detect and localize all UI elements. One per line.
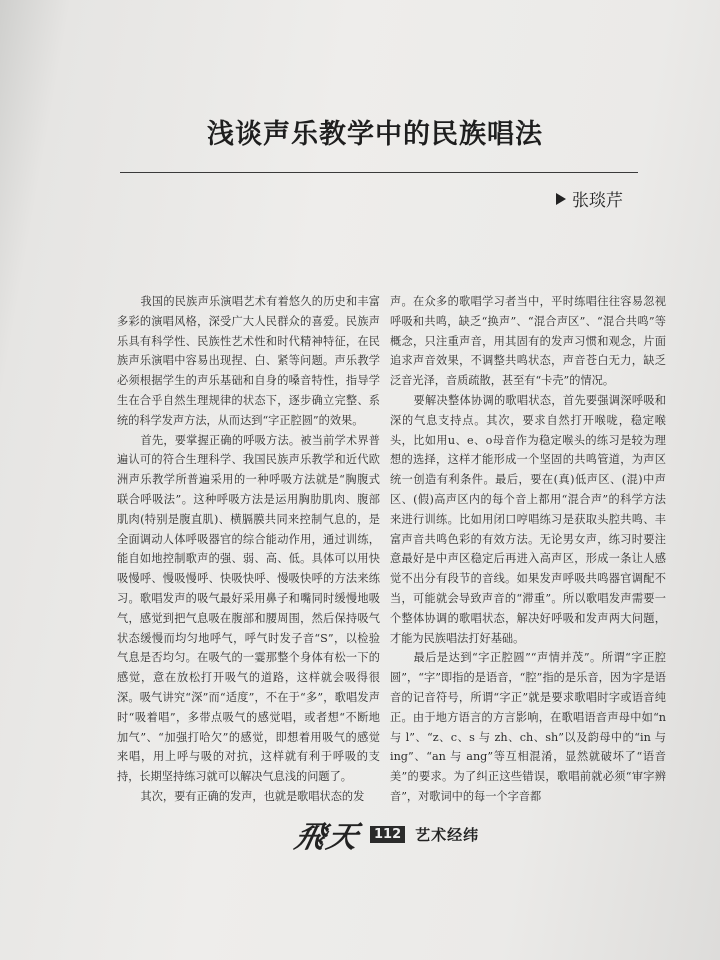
left-text-column (117, 292, 380, 807)
article-title: 浅谈声乐教学中的民族唱法 (207, 119, 543, 150)
page-footer (291, 812, 480, 856)
paragraph: 我国的民族声乐演唱艺术有着悠久的历史和丰富多彩的演唱风格，深受广大人民群众的喜爱。民族声乐具有科学性、民族性艺术性和时代精神特征，在民族声乐演唱中容易出现捏、白、紧等问题。声乐教学必须根据学生的声乐基础和自身的嗓音特性，指导学生在合乎自然生理规律的状态下，逐步确立完整、系统的科学发声方法，从而达到“字正腔圆”的效果。 (117, 295, 380, 427)
title-divider (120, 172, 638, 173)
paragraph: 其次，要有正确的发声，也就是歌唱状态的发 (140, 789, 365, 803)
paragraph: 要解决整体协调的歌唱状态，首先要强调深呼吸和深的气息支持点。其次，要求自然打开喉咙，稳定喉头，比如用u、e、o母音作为稳定喉头的练习是较为理想的选择，这样才能形成一个坚固的共鸣管道，为声区统一创造有利条件。最后，要在(真)低声区、(混)中声区、(假)高声区内的每个音上都用“混合声”的科学方法来进行训练。比如用闭口哼唱练习是获取头腔共鸣、丰富声音共鸣色彩的有效方法。无论男女声，练习时要注意最好是中声区稳定后再进入高声区，形成一条让人感觉不出分有段节的音线。如果发声呼吸共鸣器官调配不当，可能就会导致声音的“滞重”。所以歌唱发声需要一个整体协调的歌唱状态，解决好呼吸和发声两大问题，才能为民族唱法打好基础。 (390, 393, 666, 645)
page-number: 112 (370, 826, 405, 843)
author-line (556, 186, 623, 211)
author-name: 张琰芹 (572, 191, 623, 211)
paragraph: 最后是达到“字正腔圆”“声情并茂”。所谓“字正腔圆”，“字”即指的是语音，“腔”指的是乐音，因为字是语音的记音符号，所谓“字正”就是要求歌唱时字或语音纯正。由于地方语言的方言影响，在歌唱语音声母中如“n 与 l”、“z、c、s 与 zh、ch、sh”以及韵母中的“in 与 ing”、“an 与 ang”等互相混淆，显然就破坏了“语音美”的要求。为了纠正这些错误，歌唱前就必须“审字辨音”，对歌词中的每一个字音都 (390, 651, 666, 803)
paragraph: 声。在众多的歌唱学习者当中，平时练唱往往容易忽视呼吸和共鸣，缺乏“换声”、“混合声区”、“混合共鸣”等概念，只注重声音，用其固有的发声习惯和观念，片面追求声音效果，不调整共鸣状态，声音苍白无力，缺乏泛音光泽，音质疏散，甚至有“卡壳”的情况。 (390, 295, 666, 388)
column-name: 艺术经纬 (415, 825, 480, 844)
triangle-icon (556, 193, 566, 205)
right-text-column (390, 292, 666, 807)
journal-logo: 飛天 (291, 820, 363, 855)
paragraph: 首先，要掌握正确的呼吸方法。被当前学术界普遍认可的符合生理科学、我国民族声乐教学和近代欧洲声乐教学所普遍采用的一种呼吸方法就是“胸腹式联合呼吸法”。这种呼吸方法是运用胸肋肌肉、腹部肌肉(特别是腹直肌)、横膈膜共同来控制气息的，是全面调动人体呼吸器官的综合能动作用，通过训练，能自如地控制歌声的强、弱、高、低。具体可以用快吸慢呼、慢吸慢呼、快吸快呼、慢吸快呼的方法来练习。歌唱发声的吸气最好采用鼻子和嘴同时缓慢地吸气，感觉到把气息吸在腹部和腰周围，然后保持吸气状态缓慢而均匀地呼气，呼气时发子音“S”，以检验气息是否均匀。在吸气的一霎那整个身体有松一下的感觉，意在放松打开吸气的道路，这样就会吸得很深。吸气讲究“深”而“适度”，不在于“多”，歌唱发声时“吸着唱”，多带点吸气的感觉唱，或者想“不断地加气”、“加强打哈欠”的感觉，即想着用吸气的感觉来唱，用上呼与吸的对抗，这样就有利于呼吸的支持，长期坚持练习就可以解决气息浅的问题了。 (117, 433, 380, 784)
